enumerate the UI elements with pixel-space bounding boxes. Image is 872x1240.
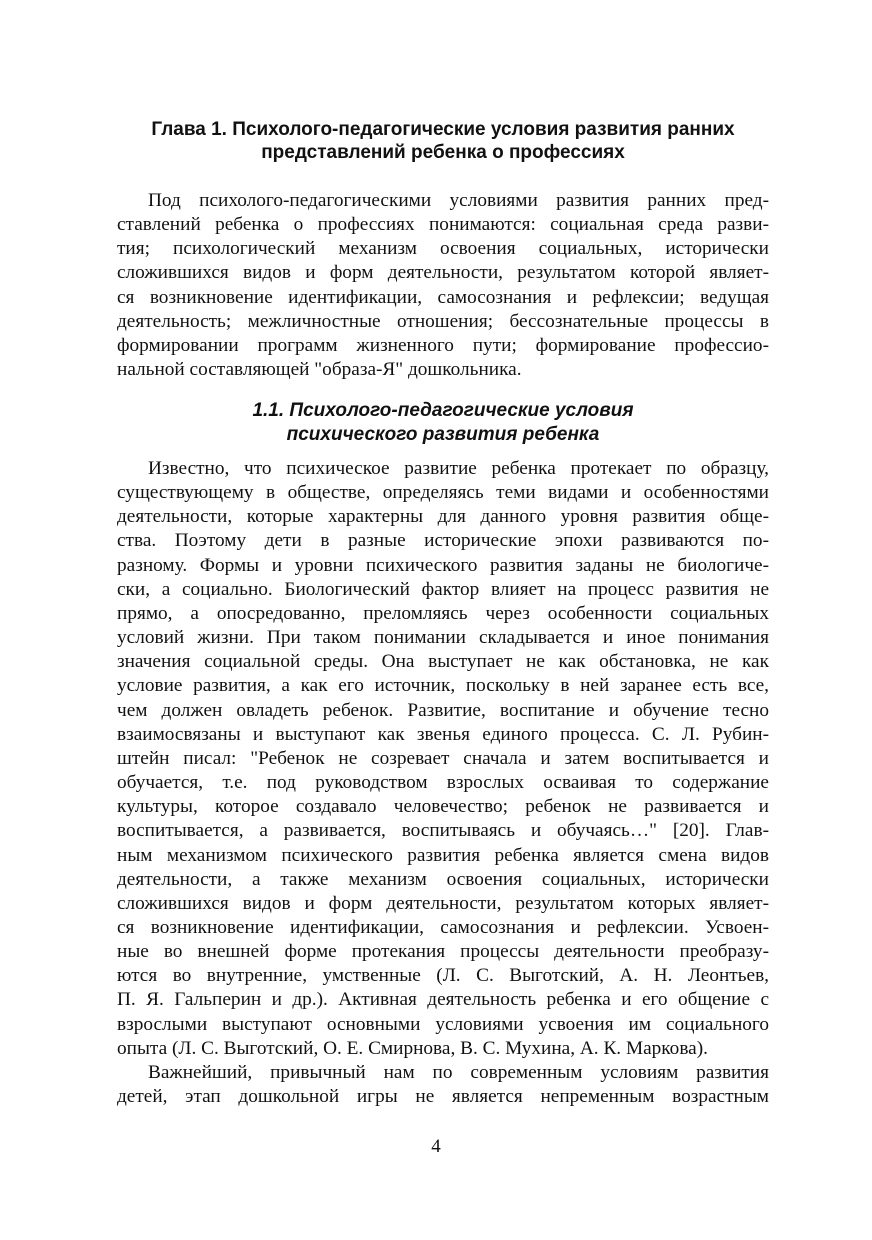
text-line: ся возникновение идентификации, самосознания и рефлексии. Усвоен- bbox=[117, 916, 769, 938]
text-line: взрослыми выступают основными условиями усвоения им социального bbox=[117, 1013, 769, 1035]
text-line: Известно, что психическое развитие ребенка протекает по образцу, bbox=[148, 458, 769, 479]
text-line: детей, этап дошкольной игры не является непременным возрастным bbox=[117, 1086, 769, 1108]
text-line: ства. Поэтому дети в разные исторические эпохи развиваются по- bbox=[117, 530, 769, 552]
paragraph-body bbox=[117, 457, 769, 1109]
chapter-title bbox=[117, 118, 769, 164]
text-line: ся возникновение идентификации, самосознания и рефлексии; ведущая bbox=[117, 286, 769, 308]
text-line: чем должен овладеть ребенок. Развитие, воспитание и обучение тесно bbox=[117, 699, 769, 721]
text-line: штейн писал: "Ребенок не созревает сначала и затем воспитывается и bbox=[117, 747, 769, 769]
text-line: значения социальной среды. Она выступает не как обстановка, не как bbox=[117, 651, 769, 673]
text-line: сложившихся видов и форм деятельности, результатом которой являет- bbox=[117, 262, 769, 284]
text-line: прямо, а опосредованно, преломляясь через особенности социальных bbox=[117, 602, 769, 624]
chapter-title-line: представлений ребенка о профессиях bbox=[261, 142, 625, 163]
text-line: обучается, т.е. под руководством взрослых осваивая то содержание bbox=[117, 772, 769, 794]
paragraph-intro bbox=[117, 189, 769, 382]
page-number: 4 bbox=[431, 1136, 441, 1157]
text-line: Под психолого-педагогическими условиями развития ранних пред- bbox=[148, 190, 769, 211]
text-line: деятельность; межличностные отношения; бессознательные процессы в bbox=[117, 310, 769, 332]
text-line: ски, а социально. Биологический фактор влияет на процесс развития не bbox=[117, 578, 769, 600]
text-line: сложившихся видов и форм деятельности, результатом которых являет- bbox=[117, 892, 769, 914]
text-line: условие развития, а как его источник, поскольку в ней заранее есть все, bbox=[117, 675, 769, 697]
chapter-title-line: Глава 1. Психолого-педагогические условия развития ранних bbox=[151, 119, 735, 140]
text-line: ным механизмом психического развития ребенка является смена видов bbox=[117, 844, 769, 866]
text-line: ставлений ребенка о профессиях понимаются: социальная среда разви- bbox=[117, 214, 769, 236]
text-line: нальной составляющей "образа-Я" дошкольника. bbox=[117, 359, 522, 381]
section-title bbox=[117, 399, 769, 447]
text-line: существующему в обществе, определяясь теми видами и особенностями bbox=[117, 482, 769, 504]
text-line: деятельности, которые характерны для данного уровня развития обще- bbox=[117, 506, 769, 528]
text-line: П. Я. Гальперин и др.). Активная деятельность ребенка и его общение с bbox=[117, 989, 769, 1011]
text-line: опыта (Л. С. Выготский, О. Е. Смирнова, В. С. Мухина, А. К. Маркова). bbox=[117, 1037, 708, 1059]
section-title-line: психического развития ребенка bbox=[286, 424, 600, 445]
text-line: деятельности, а также механизм освоения социальных, исторически bbox=[117, 868, 769, 890]
text-line: тия; психологический механизм освоения социальных, исторически bbox=[117, 238, 769, 260]
text-line: воспитывается, а развивается, воспитываясь и обучаясь…" [20]. Глав- bbox=[117, 820, 769, 842]
text-line: условий жизни. При таком понимании складывается и иное понимания bbox=[117, 627, 769, 649]
text-line: взаимосвязаны и выступают как звенья единого процесса. С. Л. Рубин- bbox=[117, 723, 769, 745]
text-line: культуры, которое создавало человечество; ребенок не развивается и bbox=[117, 796, 769, 818]
text-line: разному. Формы и уровни психического развития заданы не биологиче- bbox=[117, 554, 769, 576]
section-title-line: 1.1. Психолого-педагогические условия bbox=[252, 400, 634, 421]
text-line: ются во внутренние, умственные (Л. С. Выготский, А. Н. Леонтьев, bbox=[117, 965, 769, 987]
text-line: формировании программ жизненного пути; формирование профессио- bbox=[117, 334, 769, 356]
text-line: ные во внешней форме протекания процессы деятельности преобразу- bbox=[117, 941, 769, 963]
text-line: Важнейший, привычный нам по современным условиям развития bbox=[148, 1061, 769, 1083]
